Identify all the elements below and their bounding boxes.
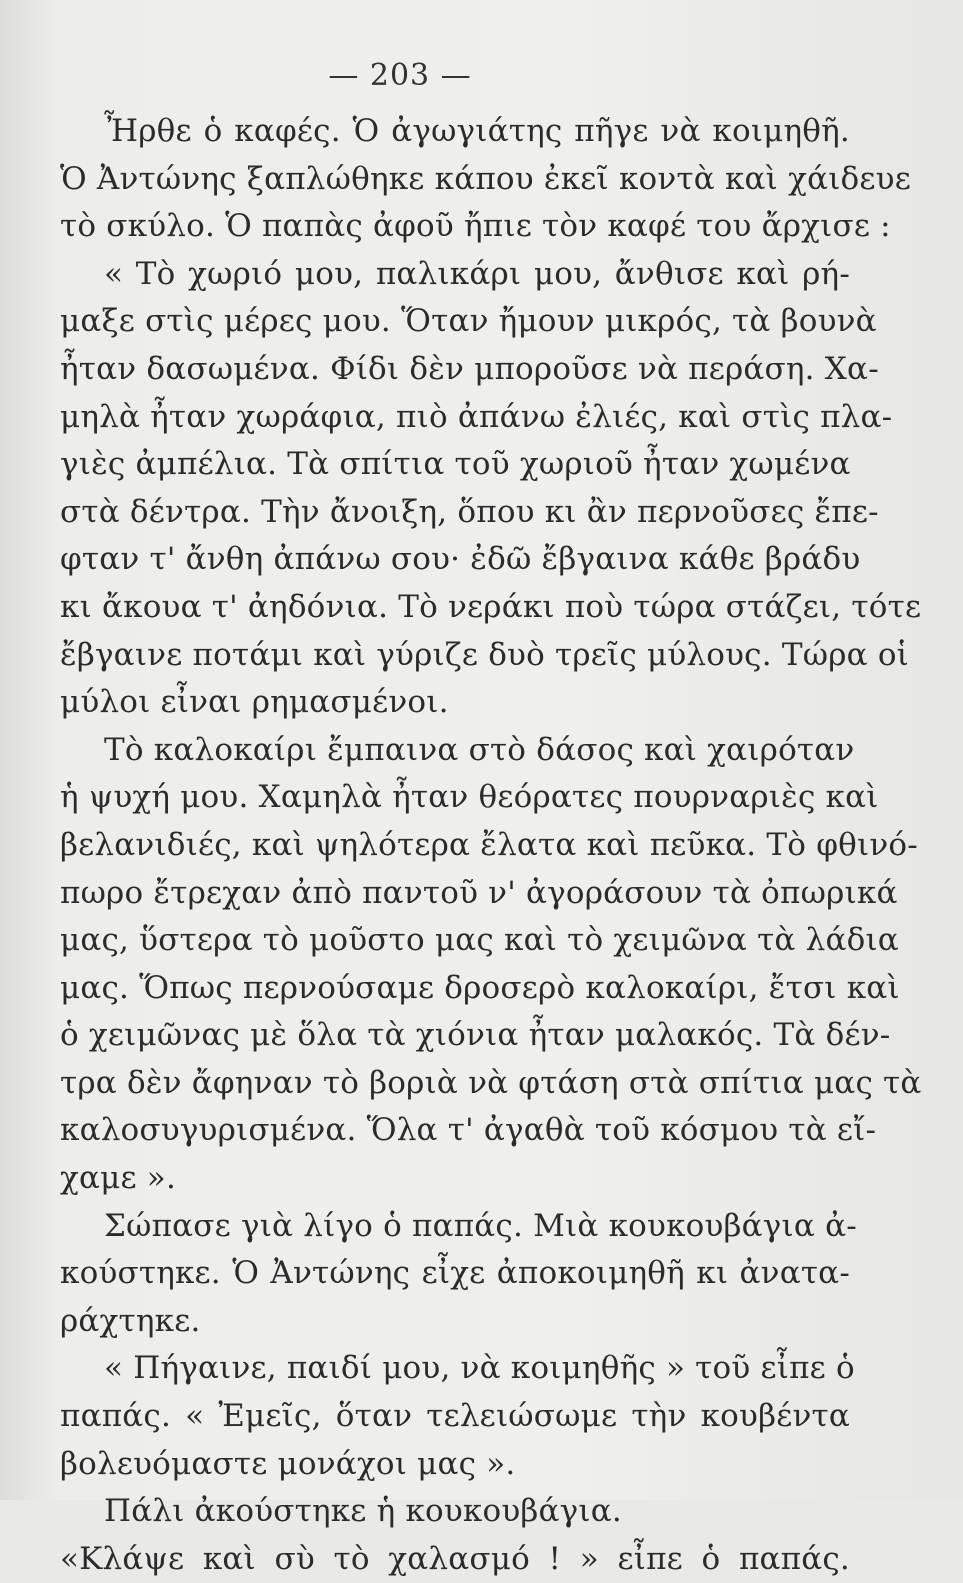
text-line: κι ἄκουα τ' ἀηδόνια. Τὸ νεράκι ποὺ τώρα στάζει, τότε [60, 588, 922, 625]
text-line: κούστηκε. Ὁ Ἀντώνης εἶχε ἀποκοιμηθῆ κι ἀνατα- [60, 1255, 850, 1292]
body-text [60, 108, 922, 1583]
text-line: καλοσυγυρισμένα. Ὅλα τ' ἀγαθὰ τοῦ κόσμου τὰ εἴ- [60, 1112, 877, 1149]
text-line: « Πήγαινε, παιδί μου, νὰ κοιμηθῆς » τοῦ εἶπε ὁ [104, 1350, 855, 1387]
text-line: τρα δὲν ἄφηναν τὸ βοριὰ νὰ φτάση στὰ σπίτια μας τὰ [60, 1064, 922, 1101]
text-line: μαξε στὶς μέρες μου. Ὅταν ἤμουν μικρός, τὰ βουνὰ [60, 303, 877, 340]
text-line: μας. Ὅπως περνούσαμε δροσερὸ καλοκαίρι, ἔτσι καὶ [60, 969, 900, 1006]
text-line: γιὲς ἀμπέλια. Τὰ σπίτια τοῦ χωριοῦ ἦταν χωμένα [60, 446, 851, 483]
text-line: χαμε ». [60, 1160, 177, 1197]
text-line: Ὁ Ἀντώνης ξαπλώθηκε κάπου ἐκεῖ κοντὰ καὶ χάιδευε [60, 160, 911, 197]
text-line: τὸ σκύλο. Ὁ παπὰς ἀφοῦ ἤπιε τὸν καφέ του ἄρχισε : [60, 208, 891, 245]
text-line: ράχτηκε. [60, 1302, 201, 1339]
text-line: μηλὰ ἦταν χωράφια, πιὸ ἀπάνω ἐλιές, καὶ στὶς πλα- [60, 398, 893, 435]
text-line: ἡ ψυχή μου. Χαμηλὰ ἦταν θεόρατες πουρναριὲς καὶ [60, 779, 879, 816]
text-line: φταν τ' ἄνθη ἀπάνω σου· ἐδῶ ἔβγαινα κάθε βράδυ [60, 541, 861, 578]
text-line: στὰ δέντρα. Τὴν ἄνοιξη, ὅπου κι ἂν περνοῦσες ἔπε- [60, 493, 879, 530]
text-line: μύλοι εἶναι ρημασμένοι. [60, 684, 449, 721]
text-line: Τὸ καλοκαίρι ἔμπαινα στὸ δάσος καὶ χαιρόταν [104, 731, 855, 768]
text-line: ἦταν δασωμένα. Φίδι δὲν μποροῦσε νὰ περάση. Χα- [60, 350, 879, 387]
text-line: ὁ χειμῶνας μὲ ὅλα τὰ χιόνια ἦταν μαλακός. Τὰ δέν- [60, 1017, 891, 1054]
text-line: Σώπασε γιὰ λίγο ὁ παπάς. Μιὰ κουκουβάγια ἀ- [104, 1207, 857, 1244]
text-line: Πάλι ἀκούστηκε ἡ κουκουβάγια. [104, 1493, 622, 1530]
page-number: — 203 — [328, 58, 472, 93]
text-line: « Τὸ χωριό μου, παλικάρι μου, ἄνθισε καὶ ρή- [104, 255, 850, 292]
text-line: ἔβγαινε ποτάμι καὶ γύριζε δυὸ τρεῖς μύλους. Τώρα οἱ [60, 636, 910, 673]
text-line: Ἦρθε ὁ καφές. Ὁ ἀγωγιάτης πῆγε νὰ κοιμηθῆ. [104, 113, 850, 149]
text-line: «Κλάψε καὶ σὺ τὸ χαλασμό ! » εἶπε ὁ παπάς. [60, 1540, 850, 1577]
text-line: πωρο ἔτρεχαν ἀπὸ παντοῦ ν' ἀγοράσουν τὰ ὀπωρικά [60, 874, 898, 911]
text-line: μας, ὕστερα τὸ μοῦστο μας καὶ τὸ χειμῶνα τὰ λάδια [60, 922, 899, 959]
text-line: βολευόμαστε μονάχοι μας ». [60, 1445, 516, 1482]
text-line: βελανιδιές, καὶ ψηλότερα ἔλατα καὶ πεῦκα. Τὸ φθινό- [60, 826, 918, 863]
text-line: παπάς. « Ἐμεῖς, ὅταν τελειώσωμε τὴν κουβέντα [60, 1398, 850, 1435]
